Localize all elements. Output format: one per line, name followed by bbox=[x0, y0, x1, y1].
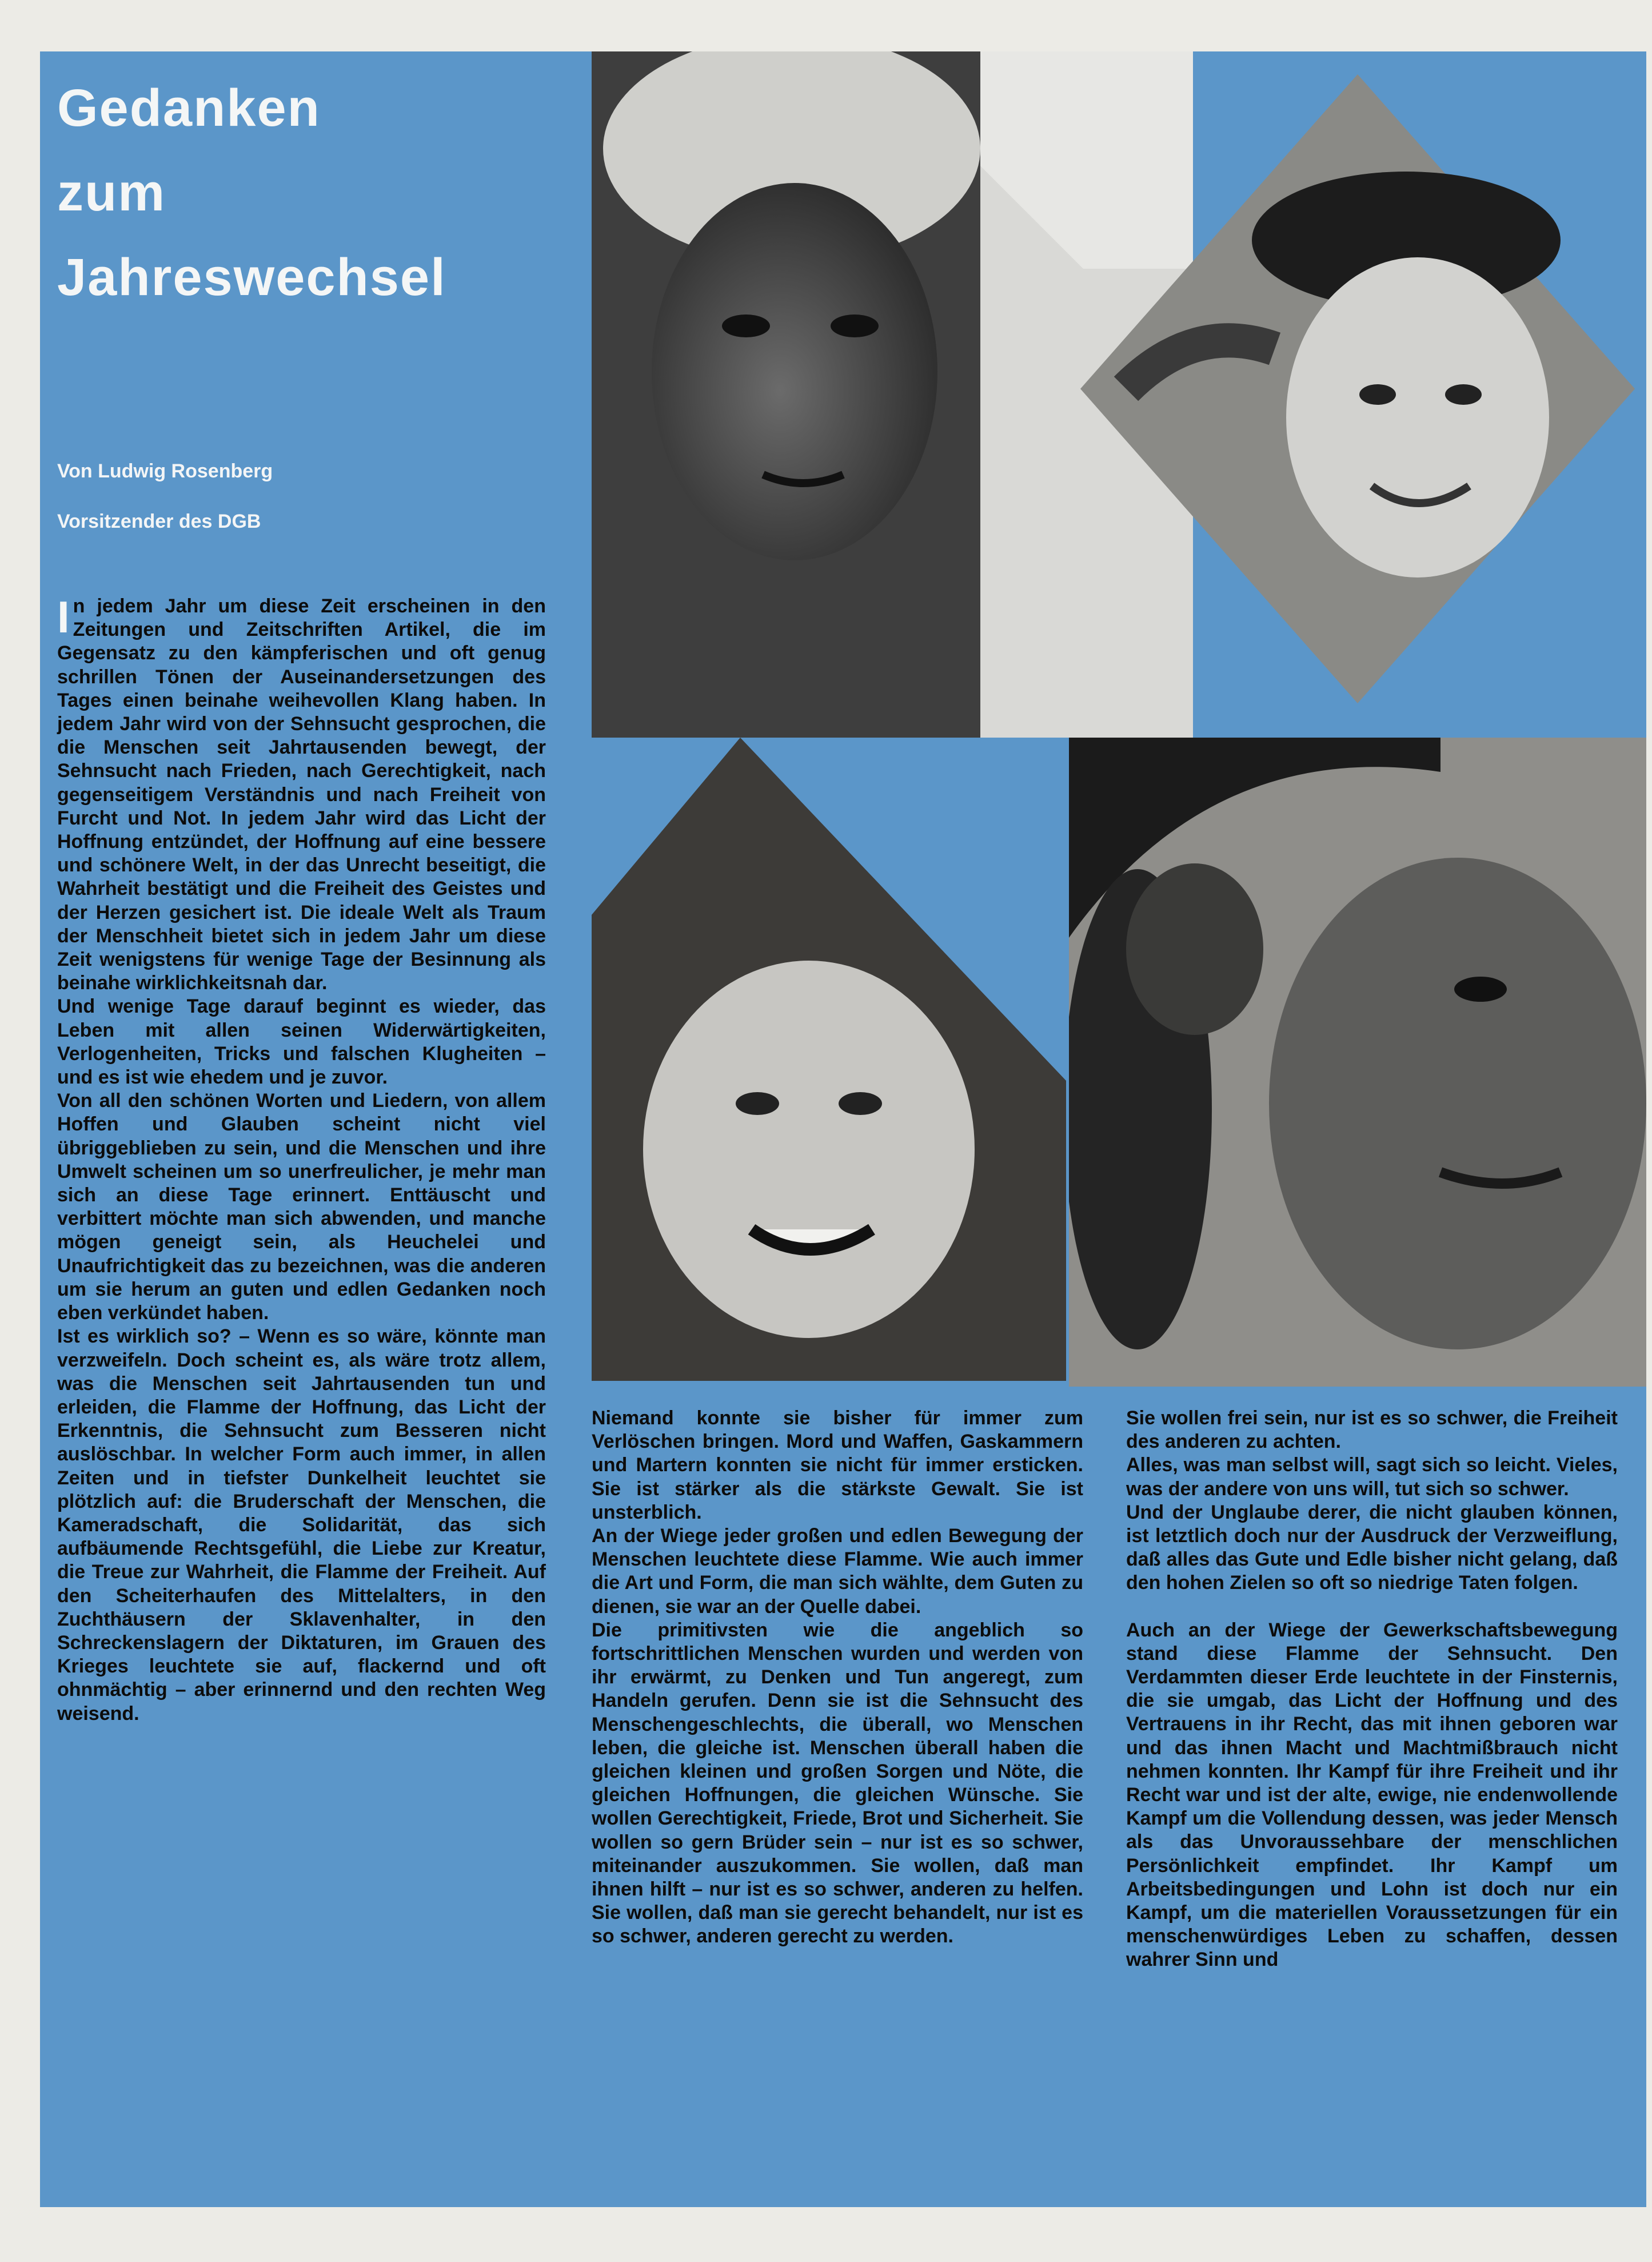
text-column-1 bbox=[57, 592, 546, 1726]
title-line: zum bbox=[57, 164, 166, 222]
paragraph: Alles, was man selbst will, sagt sich so leicht. Vieles, was der andere von uns will, tut sich so schwer. bbox=[1126, 1454, 1618, 1500]
paragraph: Niemand konnte sie bisher für immer zum Verlöschen bringen. Mord und Waffen, Gaskammern und Martern konnten sie nicht für immer ersticken. Sie ist stärker als die stärkste Gewalt. Sie ist unsterblich. bbox=[592, 1407, 1083, 1523]
paragraph: Die primitivsten wie die angeblich so fortschrittlichen Menschen wurden und werden von ihr erwärmt, zu Denken und Tun angeregt, zum Handeln gerufen. Denn sie ist die Sehnsucht des Menschengeschlechts, die überall, wo Menschen leben, die gleiche ist. Menschen überall haben die gleichen kleinen und großen Sorgen und Nöte, die gleichen Hoffnungen, die gleichen Wünsche. Sie wollen Gerechtigkeit, Friede, Brot und Sicherheit. Sie wollen so gern Brüder sein – nur ist es so schwer, miteinander auszukommen. Sie wollen, daß man ihnen hilft – nur ist es so schwer, anderen zu helfen. Sie wollen, daß man sie gerecht behandelt, nur ist es so schwer, anderen gerecht zu werden. bbox=[592, 1619, 1083, 1948]
photo-girl-smiling bbox=[592, 738, 1066, 1381]
title-line: Gedanken bbox=[57, 79, 321, 137]
text-column-2 bbox=[592, 1407, 1083, 1949]
drop-cap: I bbox=[57, 592, 70, 642]
article-title bbox=[57, 66, 572, 320]
paragraph: An der Wiege jeder großen und edlen Bewegung der Menschen leuchtete diese Flamme. Wie auch immer die Art und Form, die man sich wählte, dem Guten zu dienen, sie war an der Quelle dabei. bbox=[592, 1525, 1083, 1618]
paragraph: Und wenige Tage darauf beginnt es wieder, das Leben mit allen seinen Widerwärtigkeiten, Verlogenheiten, Tricks und falschen Klugheiten – und es ist wie ehedem und je zuvor. bbox=[57, 995, 546, 1089]
author-name: Von Ludwig Rosenberg bbox=[57, 460, 273, 482]
paragraph: Von all den schönen Worten und Liedern, von allem Hoffen und Glauben scheint nicht viel übriggeblieben zu sein, und die Menschen und ihre Umwelt scheinen um so unerfreulicher, je mehr man sich an diese Tage erinnert. Enttäuscht und verbittert möchte man sich abwenden, und manche mögen geneigt sein, als Heuchelei und Unaufrichtigkeit das zu bezeichnen, was die anderen um sie herum an guten und edlen Gedanken noch eben verkündet haben. bbox=[57, 1090, 546, 1324]
paragraph bbox=[57, 592, 546, 995]
photo-girl-braids bbox=[1069, 738, 1646, 1387]
paragraph: Und der Unglaube derer, die nicht glauben können, ist letztlich doch nur der Ausdruck der Verzweiflung, daß alles das Gute und Edle bisher nicht gelang, daß den hohen Zielen so oft so niedrige Taten folgen. bbox=[1126, 1501, 1618, 1594]
author-role: Vorsitzender des DGB bbox=[57, 511, 261, 532]
text-column-3 bbox=[1126, 1407, 1618, 1972]
paragraph: Ist es wirklich so? – Wenn es so wäre, könnte man verzweifeln. Doch scheint es, als wäre trotz allem, was die Menschen seit Jahrtausenden tun und erleiden, die Flamme der Hoffnung, das Licht der Erkenntnis, die Sehnsucht zum Besseren nicht auslöschbar. In welcher Form auch immer, in allen Zeiten und in tiefster Dunkelheit leuchtet sie plötzlich auf: die Bruderschaft der Menschen, die Kameradschaft, die Solidarität, das sich aufbäumende Rechtsgefühl, die Liebe zur Kreatur, die Treue zur Wahrheit, die Flamme der Freiheit. Auf den Scheiterhaufen des Mittelalters, in den Zuchthäusern der Sklavenhalter, in den Schreckenslagern der Diktaturen, im Grauen des Krieges leuchtete sie auf, flackernd und oft ohnmächtig – aber erinnernd und den rechten Weg weisend. bbox=[57, 1325, 546, 1725]
photo-boy-cap bbox=[1069, 51, 1646, 726]
title-line: Jahreswechsel bbox=[57, 248, 446, 306]
paragraph: Sie wollen frei sein, nur ist es so schwer, die Freiheit des anderen zu achten. bbox=[1126, 1407, 1618, 1453]
paragraph-text: n jedem Jahr um diese Zeit erscheinen in den Zeitungen und Zeitschriften Artikel, die im Gegensatz zu den kämpferischen und oft genug schrillen Tönen der Auseinandersetzungen des Tages einen beinahe weihevollen Klang haben. In jedem Jahr wird von der Sehnsucht gesprochen, die die Menschen seit Jahrtausenden bewegt, der Sehnsucht nach Frieden, nach Gerechtigkeit, nach gegenseitigem Verständnis und nach Freiheit von Furcht und Not. In jedem Jahr wird das Licht der Hoffnung entzündet, der Hoffnung auf eine bessere und schönere Welt, in der das Unrecht beseitigt, die Wahrheit bestätigt und die Freiheit des Geistes und der Herzen gesichert ist. Die ideale Welt als Traum der Menschheit bietet sich in jedem Jahr um diese Zeit wenigstens für wenige Tage der Besinnung als beinahe wirklichkeitsnah dar. bbox=[57, 595, 546, 994]
paragraph: Auch an der Wiege der Gewerkschaftsbewegung stand diese Flamme der Sehnsucht. Den Verdammten dieser Erde leuchtete in der Finsternis, die sie umgab, das Licht der Hoffnung und des Vertrauens in ihr Recht, das mit ihnen geboren war und das ihnen Macht und Machtmißbrauch nicht nehmen konnten. Ihr Kampf für ihre Freiheit und ihr Recht war und ist der alte, ewige, nie endenwollende Kampf um die Vollendung dessen, was jeder Mensch als das Unvoraussehbare der menschlichen Persönlichkeit empfindet. Ihr Kampf um Arbeitsbedingungen und Lohn ist doch nur ein Kampf, um die materiellen Voraussetzungen für ein menschenwürdiges Leben zu schaffen, dessen wahrer Sinn und bbox=[1126, 1619, 1618, 1971]
